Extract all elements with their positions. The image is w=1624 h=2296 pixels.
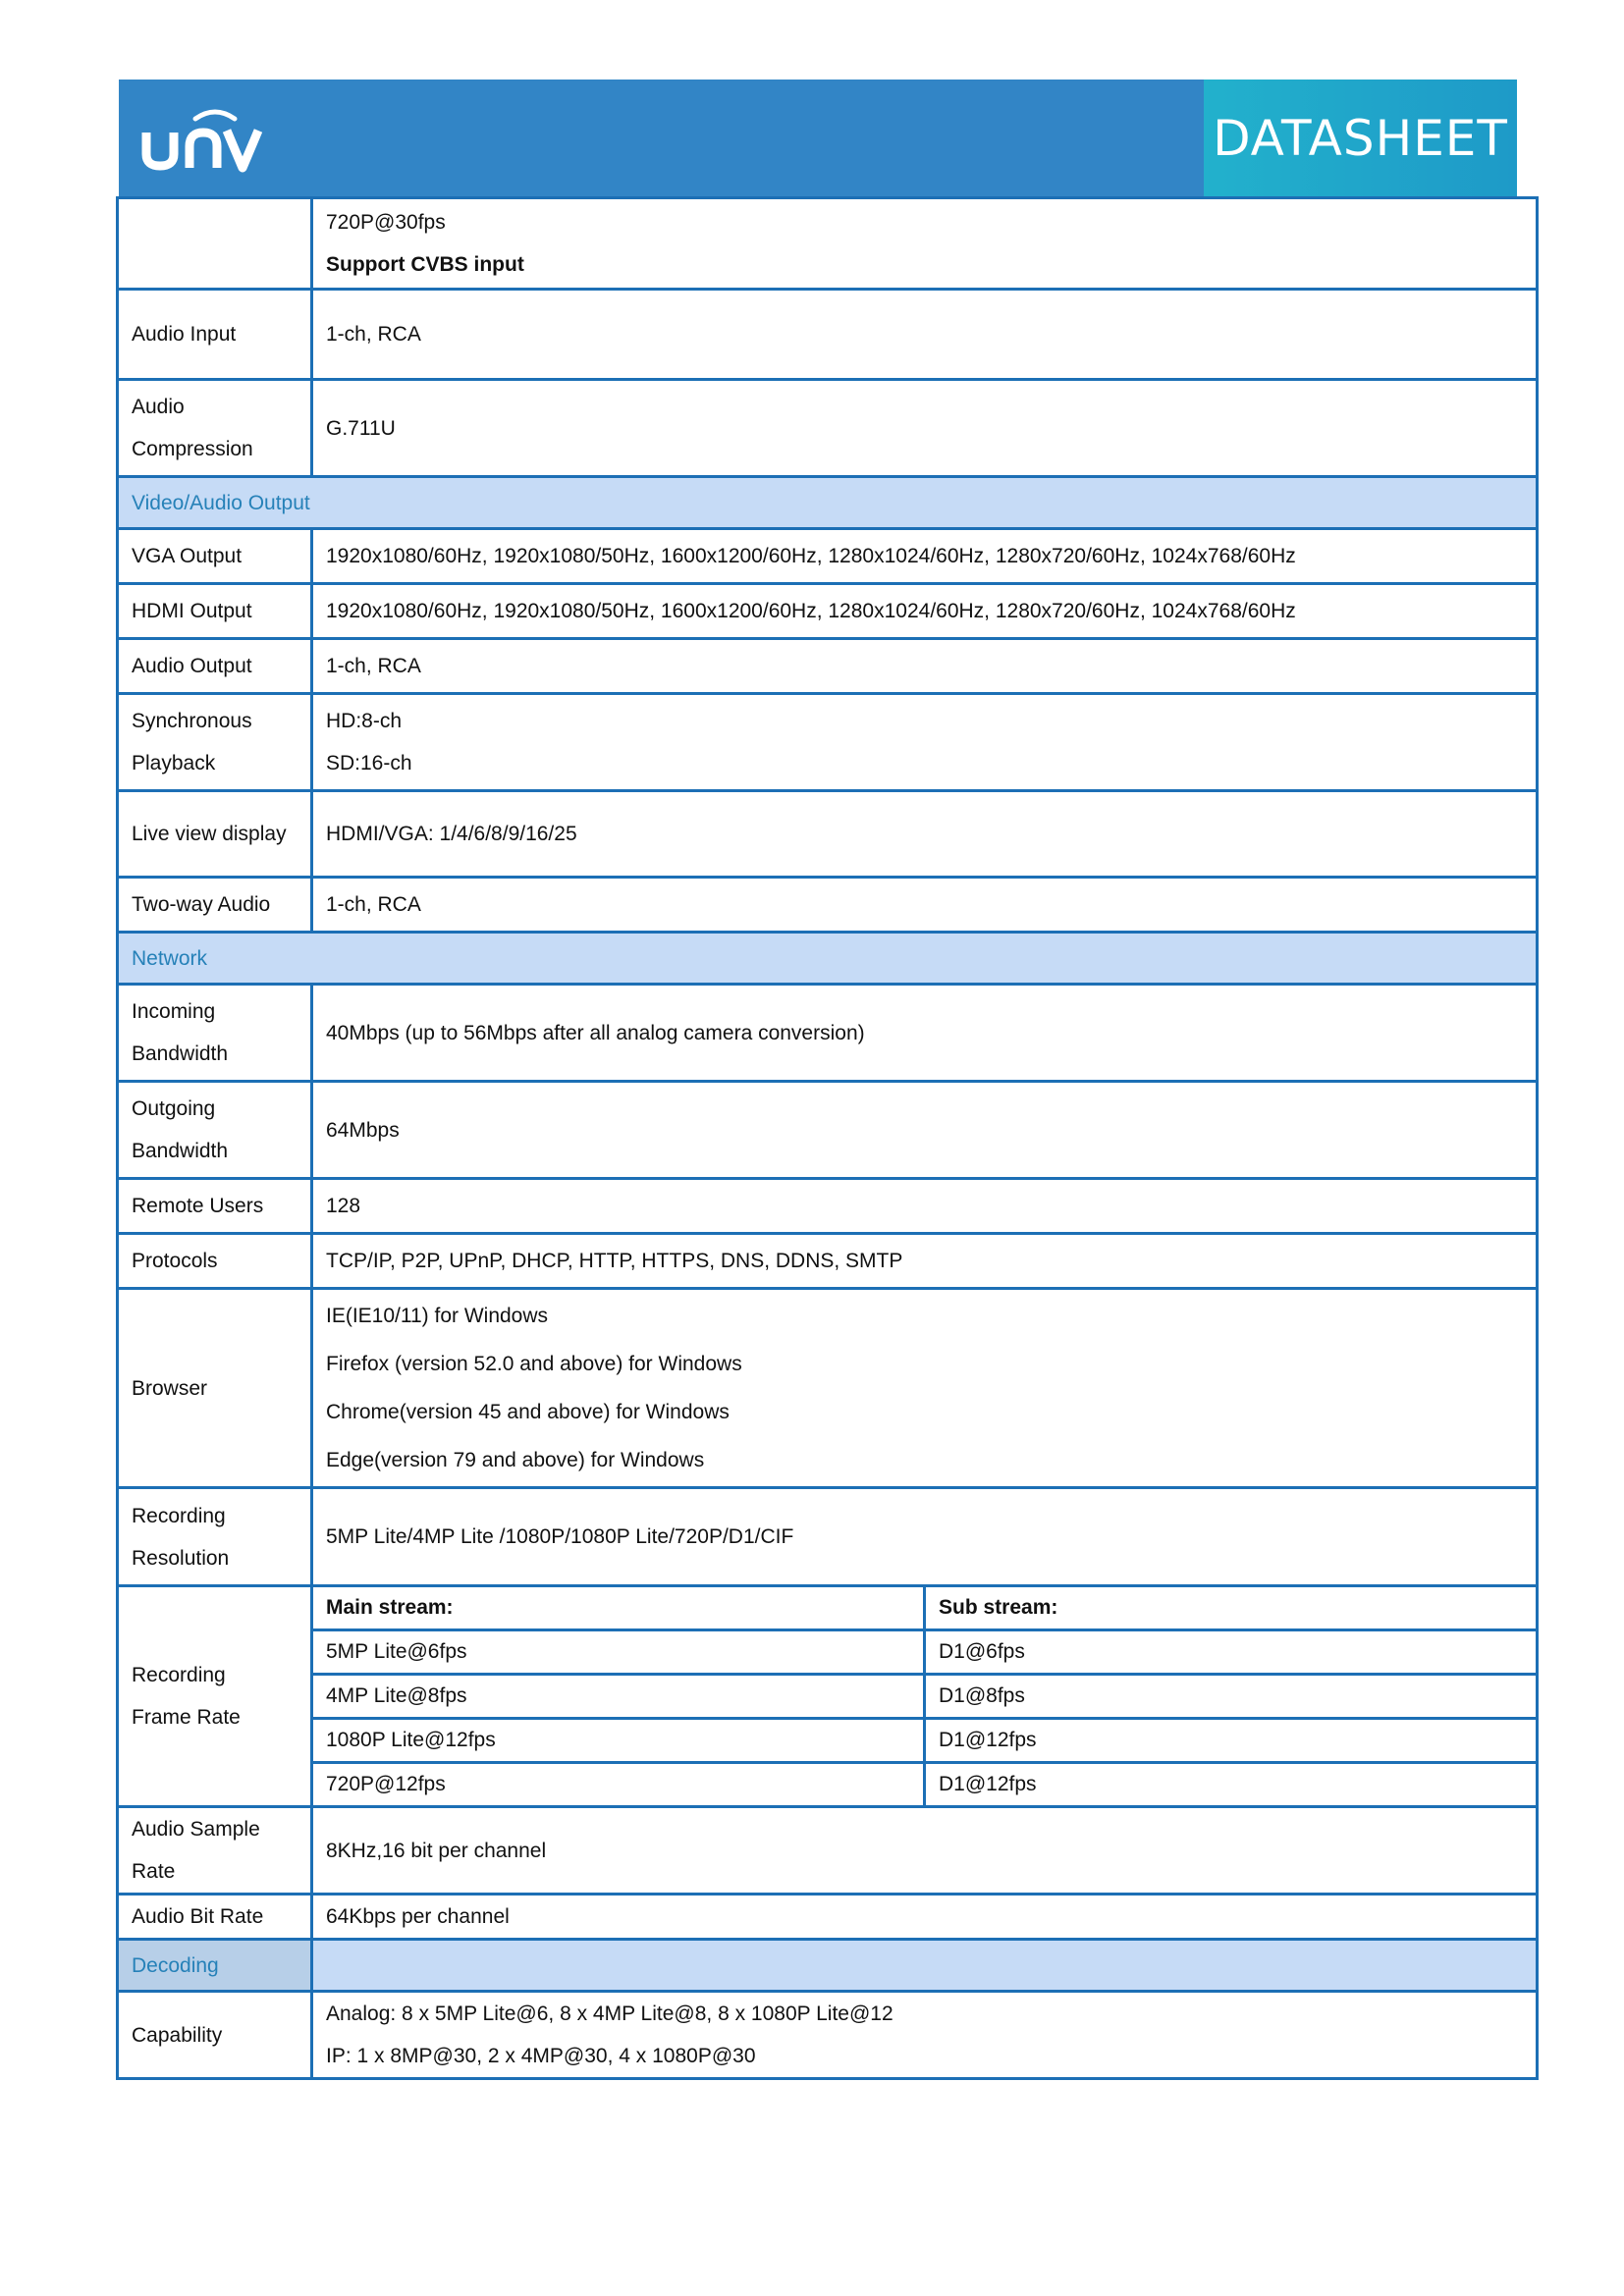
sub-stream-value: D1@12fps bbox=[925, 1719, 1537, 1763]
value-line: IP: 1 x 8MP@30, 2 x 4MP@30, 4 x 1080P@30 bbox=[326, 2045, 756, 2067]
row-value: 64Mbps bbox=[312, 1082, 1538, 1179]
frame-rate-row bbox=[313, 1675, 1536, 1719]
browser-line: Firefox (version 52.0 and above) for Windows bbox=[326, 1353, 742, 1375]
table-row bbox=[118, 791, 1538, 878]
header-main-stream: Main stream: bbox=[313, 1587, 925, 1630]
value-line: HD:8-ch bbox=[326, 710, 403, 732]
row-value bbox=[312, 694, 1538, 791]
table-row bbox=[118, 198, 1538, 290]
value-line: Analog: 8 x 5MP Lite@6, 8 x 4MP Lite@8, 8 x 1080P Lite@12 bbox=[326, 2002, 893, 2025]
datasheet-title: DATASHEET bbox=[1213, 110, 1508, 167]
row-label: Incoming Bandwidth bbox=[118, 985, 312, 1082]
row-label: Audio Sample Rate bbox=[118, 1807, 312, 1895]
row-value: 1-ch, RCA bbox=[312, 639, 1538, 694]
table-row bbox=[118, 290, 1538, 380]
spec-table bbox=[116, 196, 1539, 2080]
main-stream-value: 720P@12fps bbox=[313, 1763, 925, 1806]
row-value bbox=[312, 198, 1538, 290]
table-row bbox=[118, 1179, 1538, 1234]
datasheet-badge bbox=[1204, 80, 1517, 197]
row-label bbox=[118, 198, 312, 290]
unv-logo bbox=[138, 99, 266, 178]
table-row bbox=[118, 1289, 1538, 1488]
table-row bbox=[118, 694, 1538, 791]
row-value bbox=[312, 1289, 1538, 1488]
row-value: 64Kbps per channel bbox=[312, 1895, 1538, 1940]
row-label: Two-way Audio bbox=[118, 878, 312, 933]
row-value: 1-ch, RCA bbox=[312, 878, 1538, 933]
table-row bbox=[118, 1992, 1538, 2079]
main-stream-value: 1080P Lite@12fps bbox=[313, 1719, 925, 1763]
section-decoding: Decoding bbox=[118, 1940, 312, 1992]
frame-rate-cell bbox=[312, 1586, 1538, 1807]
frame-rate-header bbox=[313, 1587, 1536, 1630]
section-row bbox=[118, 1940, 1538, 1992]
row-label: Audio Bit Rate bbox=[118, 1895, 312, 1940]
main-stream-value: 5MP Lite@6fps bbox=[313, 1630, 925, 1675]
row-label bbox=[118, 1586, 312, 1807]
row-label: HDMI Output bbox=[118, 584, 312, 639]
value-line: 720P@30fps bbox=[326, 211, 446, 234]
row-value: 1920x1080/60Hz, 1920x1080/50Hz, 1600x1200/60Hz, 1280x1024/60Hz, 1280x720/60Hz, 1024x768/60Hz bbox=[312, 529, 1538, 584]
main-stream-value: 4MP Lite@8fps bbox=[313, 1675, 925, 1719]
row-label: Audio Compression bbox=[118, 380, 312, 477]
table-row bbox=[118, 380, 1538, 477]
row-value: 1-ch, RCA bbox=[312, 290, 1538, 380]
table-row bbox=[118, 985, 1538, 1082]
value-line: SD:16-ch bbox=[326, 752, 412, 774]
label-line: Frame Rate bbox=[132, 1706, 241, 1729]
row-value: HDMI/VGA: 1/4/6/8/9/16/25 bbox=[312, 791, 1538, 878]
row-label: Remote Users bbox=[118, 1179, 312, 1234]
row-label: Capability bbox=[118, 1992, 312, 2079]
table-row bbox=[118, 1234, 1538, 1289]
table-row bbox=[118, 1807, 1538, 1895]
row-value: TCP/IP, P2P, UPnP, DHCP, HTTP, HTTPS, DNS, DDNS, SMTP bbox=[312, 1234, 1538, 1289]
table-row bbox=[118, 1586, 1538, 1807]
browser-line: Chrome(version 45 and above) for Windows bbox=[326, 1401, 730, 1423]
section-video-audio-output: Video/Audio Output bbox=[118, 477, 1538, 529]
row-value: 1920x1080/60Hz, 1920x1080/50Hz, 1600x1200/60Hz, 1280x1024/60Hz, 1280x720/60Hz, 1024x768/60Hz bbox=[312, 584, 1538, 639]
row-label: Audio Output bbox=[118, 639, 312, 694]
table-row bbox=[118, 639, 1538, 694]
table-row bbox=[118, 584, 1538, 639]
table-row bbox=[118, 878, 1538, 933]
row-label: VGA Output bbox=[118, 529, 312, 584]
row-label: Live view display bbox=[118, 791, 312, 878]
frame-rate-row bbox=[313, 1719, 1536, 1763]
row-value: 128 bbox=[312, 1179, 1538, 1234]
section-decoding-filler bbox=[312, 1940, 1538, 1992]
table-row bbox=[118, 1082, 1538, 1179]
browser-line: Edge(version 79 and above) for Windows bbox=[326, 1449, 705, 1471]
row-label: Protocols bbox=[118, 1234, 312, 1289]
row-label: Recording Resolution bbox=[118, 1488, 312, 1586]
label-line: Recording bbox=[132, 1664, 226, 1686]
value-line-bold: Support CVBS input bbox=[326, 253, 524, 276]
row-value: 8KHz,16 bit per channel bbox=[312, 1807, 1538, 1895]
row-value: 5MP Lite/4MP Lite /1080P/1080P Lite/720P/D1/CIF bbox=[312, 1488, 1538, 1586]
row-label: Synchronous Playback bbox=[118, 694, 312, 791]
browser-line: IE(IE10/11) for Windows bbox=[326, 1305, 549, 1327]
row-label: Outgoing Bandwidth bbox=[118, 1082, 312, 1179]
table-row bbox=[118, 1895, 1538, 1940]
header-sub-stream: Sub stream: bbox=[925, 1587, 1537, 1630]
row-value: 40Mbps (up to 56Mbps after all analog camera conversion) bbox=[312, 985, 1538, 1082]
header-band bbox=[119, 80, 1517, 197]
row-label: Browser bbox=[118, 1289, 312, 1488]
frame-rate-row bbox=[313, 1630, 1536, 1675]
sub-stream-value: D1@8fps bbox=[925, 1675, 1537, 1719]
section-row bbox=[118, 477, 1538, 529]
row-value: G.711U bbox=[312, 380, 1538, 477]
section-network: Network bbox=[118, 933, 1538, 985]
row-value bbox=[312, 1992, 1538, 2079]
table-row bbox=[118, 529, 1538, 584]
table-row bbox=[118, 1488, 1538, 1586]
frame-rate-row bbox=[313, 1763, 1536, 1806]
section-row bbox=[118, 933, 1538, 985]
sub-stream-value: D1@12fps bbox=[939, 1773, 1037, 1795]
sub-stream-value: D1@6fps bbox=[925, 1630, 1537, 1675]
row-label: Audio Input bbox=[118, 290, 312, 380]
frame-rate-table bbox=[313, 1587, 1536, 1805]
